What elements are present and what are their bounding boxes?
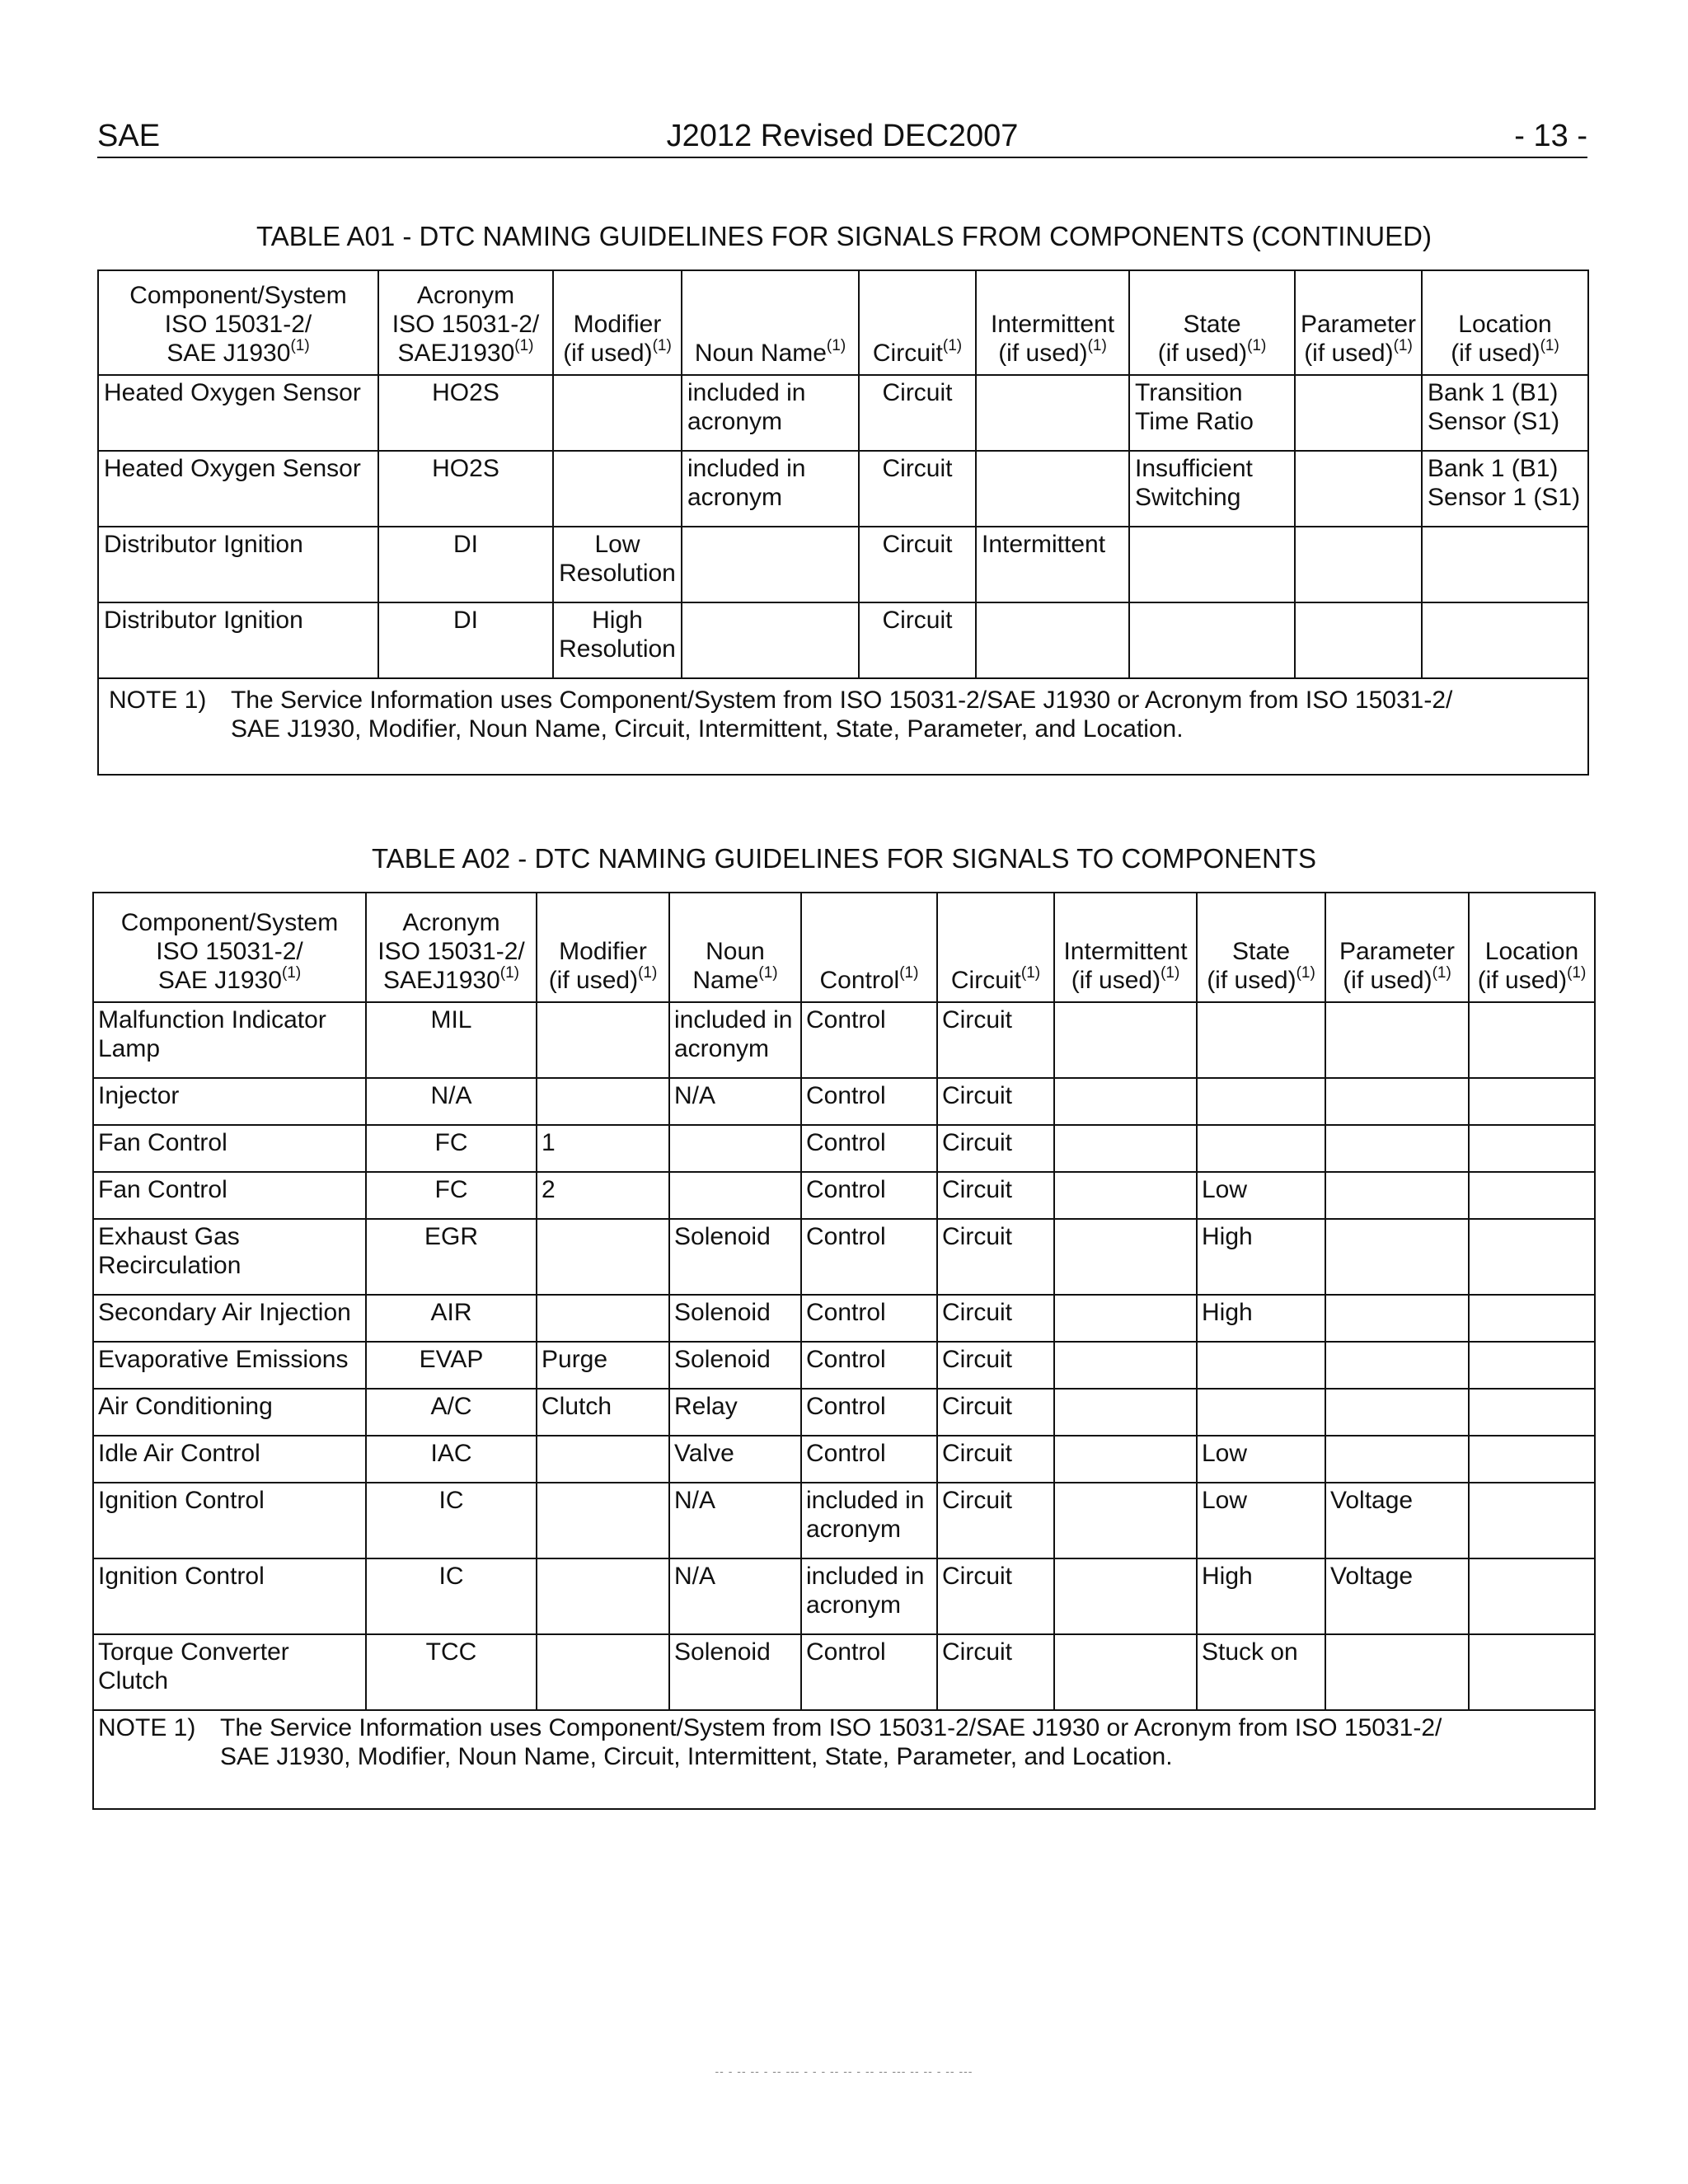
table-cell bbox=[682, 527, 859, 602]
header-text: Name bbox=[692, 967, 759, 994]
header-line bbox=[1201, 966, 1321, 995]
table-cell: Control bbox=[801, 1172, 937, 1219]
table-cell: Secondary Air Injection bbox=[93, 1295, 366, 1342]
table-cell: Solenoid bbox=[669, 1634, 801, 1710]
header-line: Parameter bbox=[1339, 938, 1456, 965]
table-cell bbox=[1325, 1342, 1469, 1389]
footnote-marker: (1) bbox=[1432, 964, 1451, 982]
table-cell bbox=[1197, 1125, 1325, 1172]
table-cell: Valve bbox=[669, 1436, 801, 1483]
footnote-marker: (1) bbox=[942, 337, 963, 354]
table-cell: included in acronym bbox=[669, 1002, 801, 1078]
note-wrap bbox=[98, 1713, 1590, 1771]
table-cell bbox=[537, 1219, 669, 1295]
table-cell bbox=[1295, 527, 1422, 602]
column-header bbox=[1422, 270, 1588, 375]
footnote-marker: (1) bbox=[1087, 337, 1107, 354]
table-cell bbox=[1422, 602, 1588, 678]
table-cell: Circuit bbox=[859, 602, 976, 678]
table-header-row bbox=[93, 893, 1595, 1002]
table-cell bbox=[1129, 602, 1295, 678]
table-cell: IC bbox=[366, 1483, 537, 1558]
note-text bbox=[231, 686, 1452, 743]
table-cell: Low bbox=[1197, 1436, 1325, 1483]
table-cell: Control bbox=[801, 1002, 937, 1078]
note-label: NOTE 1) bbox=[109, 687, 207, 714]
table-cell: FC bbox=[366, 1125, 537, 1172]
column-header bbox=[93, 893, 366, 1002]
header-line: ISO 15031-2/ bbox=[156, 938, 303, 965]
table-row bbox=[93, 1558, 1595, 1634]
table-cell bbox=[553, 375, 682, 451]
page-number: - 13 - bbox=[1514, 119, 1587, 153]
table-cell bbox=[1469, 1634, 1595, 1710]
column-header bbox=[976, 270, 1129, 375]
column-header bbox=[98, 270, 378, 375]
table-a01 bbox=[97, 269, 1589, 776]
table-cell: Circuit bbox=[937, 1634, 1054, 1710]
header-line: State bbox=[1231, 938, 1291, 965]
table-cell bbox=[1054, 1125, 1197, 1172]
column-header bbox=[366, 893, 537, 1002]
footnote-marker: (1) bbox=[1540, 337, 1559, 354]
table-cell: N/A bbox=[669, 1558, 801, 1634]
table-cell: High bbox=[1197, 1219, 1325, 1295]
table-cell bbox=[976, 602, 1129, 678]
header-text: SAE J1930 bbox=[157, 967, 282, 994]
table-cell: MIL bbox=[366, 1002, 537, 1078]
footnote-marker: (1) bbox=[499, 964, 519, 982]
table-row bbox=[93, 1436, 1595, 1483]
header-line: Modifier bbox=[559, 938, 647, 965]
header-line bbox=[863, 339, 972, 368]
note-wrap bbox=[109, 686, 1578, 743]
table-row bbox=[93, 1342, 1595, 1389]
note-line: The Service Information uses Component/System from ISO 15031-2/SAE J1930 or Acronym from ISO 15031-2/ bbox=[220, 1714, 1442, 1741]
table-cell bbox=[1197, 1342, 1325, 1389]
table-row bbox=[98, 527, 1588, 602]
column-header bbox=[1469, 893, 1595, 1002]
table-cell: Low Resolution bbox=[553, 527, 682, 602]
header-line: Component/System bbox=[120, 909, 339, 936]
table-cell bbox=[1469, 1342, 1595, 1389]
table-a02-title: TABLE A02 - DTC NAMING GUIDELINES FOR SIGNALS TO COMPONENTS bbox=[371, 843, 1317, 874]
header-text: (if used) bbox=[548, 967, 639, 994]
table-cell bbox=[1469, 1002, 1595, 1078]
table-row bbox=[93, 1002, 1595, 1078]
table-header-row bbox=[98, 270, 1588, 375]
table-cell: Control bbox=[801, 1436, 937, 1483]
header-text: Noun Name bbox=[694, 340, 827, 367]
table-cell bbox=[976, 451, 1129, 527]
scan-artifact: -- - -- -- - -- --- - - - -- -- - -- -- --- -- -- - -- --- bbox=[715, 2064, 973, 2078]
header-text: (if used) bbox=[1207, 967, 1296, 994]
table-cell bbox=[1054, 1002, 1197, 1078]
header-line bbox=[941, 966, 1050, 995]
table-cell: High Resolution bbox=[553, 602, 682, 678]
table-cell bbox=[553, 451, 682, 527]
table-cell: included in acronym bbox=[682, 451, 859, 527]
table-cell: Bank 1 (B1) Sensor 1 (S1) bbox=[1422, 451, 1588, 527]
table-note bbox=[93, 1710, 1595, 1809]
table-cell bbox=[537, 1295, 669, 1342]
table-cell: Ignition Control bbox=[93, 1558, 366, 1634]
table-cell: Control bbox=[801, 1389, 937, 1436]
table-cell: IC bbox=[366, 1558, 537, 1634]
header-line: Location bbox=[1458, 311, 1552, 338]
table-cell: Bank 1 (B1) Sensor (S1) bbox=[1422, 375, 1588, 451]
header-text: (if used) bbox=[1477, 967, 1568, 994]
table-cell bbox=[1054, 1483, 1197, 1558]
header-text: Circuit bbox=[872, 340, 943, 367]
note-text bbox=[220, 1713, 1442, 1771]
table-row bbox=[93, 1295, 1595, 1342]
header-line bbox=[382, 339, 549, 368]
table-cell: Solenoid bbox=[669, 1219, 801, 1295]
table-cell: Circuit bbox=[859, 527, 976, 602]
table-cell: Transition Time Ratio bbox=[1129, 375, 1295, 451]
table-cell: Control bbox=[801, 1342, 937, 1389]
table-cell bbox=[669, 1172, 801, 1219]
table-cell bbox=[682, 602, 859, 678]
table-cell: DI bbox=[378, 602, 553, 678]
footnote-marker: (1) bbox=[899, 964, 919, 982]
table-cell bbox=[1469, 1172, 1595, 1219]
table-cell bbox=[1054, 1342, 1197, 1389]
table-cell bbox=[669, 1125, 801, 1172]
note-label: NOTE 1) bbox=[98, 1714, 196, 1741]
header-line bbox=[686, 339, 855, 368]
table-cell: Low bbox=[1197, 1483, 1325, 1558]
table-cell: Ignition Control bbox=[93, 1483, 366, 1558]
table-cell: Insufficient Switching bbox=[1129, 451, 1295, 527]
table-cell bbox=[1197, 1078, 1325, 1125]
table-cell bbox=[1325, 1002, 1469, 1078]
table-cell: Distributor Ignition bbox=[98, 602, 378, 678]
table-cell bbox=[1054, 1295, 1197, 1342]
table-cell: Control bbox=[801, 1078, 937, 1125]
column-header bbox=[937, 893, 1054, 1002]
page-header bbox=[97, 115, 1587, 158]
table-cell: AIR bbox=[366, 1295, 537, 1342]
table-cell: included in acronym bbox=[682, 375, 859, 451]
table-cell: DI bbox=[378, 527, 553, 602]
table-cell bbox=[1325, 1172, 1469, 1219]
table-cell bbox=[537, 1078, 669, 1125]
table-cell: Purge bbox=[537, 1342, 669, 1389]
table-cell: Circuit bbox=[937, 1483, 1054, 1558]
table-cell: Voltage bbox=[1325, 1558, 1469, 1634]
table-row bbox=[93, 1078, 1595, 1125]
table-cell: 1 bbox=[537, 1125, 669, 1172]
table-cell: Heated Oxygen Sensor bbox=[98, 375, 378, 451]
note-row bbox=[93, 1710, 1595, 1809]
table-cell bbox=[976, 375, 1129, 451]
table-row bbox=[93, 1125, 1595, 1172]
table-cell bbox=[1469, 1558, 1595, 1634]
table-cell: Circuit bbox=[937, 1436, 1054, 1483]
header-line: Component/System bbox=[129, 282, 347, 309]
table-cell bbox=[1469, 1436, 1595, 1483]
table-cell: Circuit bbox=[859, 451, 976, 527]
table-cell: TCC bbox=[366, 1634, 537, 1710]
note-line: The Service Information uses Component/System from ISO 15031-2/SAE J1930 or Acronym from ISO 15031-2/ bbox=[231, 687, 1453, 714]
table-cell: Control bbox=[801, 1125, 937, 1172]
header-line: Acronym bbox=[402, 909, 500, 936]
table-cell bbox=[537, 1483, 669, 1558]
header-line: State bbox=[1183, 311, 1241, 338]
table-cell: Distributor Ignition bbox=[98, 527, 378, 602]
column-header bbox=[537, 893, 669, 1002]
footnote-marker: (1) bbox=[1020, 964, 1041, 982]
header-text: SAEJ1930 bbox=[397, 340, 515, 367]
table-cell: N/A bbox=[366, 1078, 537, 1125]
header-text: (if used) bbox=[1157, 340, 1248, 367]
header-text: (if used) bbox=[1343, 967, 1432, 994]
column-header bbox=[553, 270, 682, 375]
column-header bbox=[801, 893, 937, 1002]
table-cell bbox=[1325, 1634, 1469, 1710]
table-row bbox=[93, 1219, 1595, 1295]
table-cell: Circuit bbox=[937, 1558, 1054, 1634]
table-cell bbox=[1129, 527, 1295, 602]
header-line bbox=[557, 339, 678, 368]
table-cell: included in acronym bbox=[801, 1483, 937, 1558]
column-header bbox=[1197, 893, 1325, 1002]
table-cell bbox=[1295, 602, 1422, 678]
table-cell bbox=[1422, 527, 1588, 602]
table-cell: Circuit bbox=[937, 1219, 1054, 1295]
header-line bbox=[1299, 339, 1418, 368]
table-cell: Circuit bbox=[859, 375, 976, 451]
table-cell bbox=[1325, 1295, 1469, 1342]
table-cell: Fan Control bbox=[93, 1125, 366, 1172]
footnote-marker: (1) bbox=[1567, 964, 1587, 982]
footnote-marker: (1) bbox=[638, 964, 658, 982]
header-text: (if used) bbox=[1304, 340, 1394, 367]
table-row bbox=[98, 602, 1588, 678]
header-text: (if used) bbox=[998, 340, 1088, 367]
table-cell bbox=[1469, 1483, 1595, 1558]
header-line: Noun bbox=[706, 938, 765, 965]
table-cell: included in acronym bbox=[801, 1558, 937, 1634]
table-cell: Malfunction Indicator Lamp bbox=[93, 1002, 366, 1078]
table-cell: Relay bbox=[669, 1389, 801, 1436]
table-cell: Circuit bbox=[937, 1295, 1054, 1342]
table-cell bbox=[1054, 1389, 1197, 1436]
header-text: (if used) bbox=[1071, 967, 1161, 994]
table-cell bbox=[1054, 1558, 1197, 1634]
table-row bbox=[93, 1634, 1595, 1710]
table-cell: Control bbox=[801, 1295, 937, 1342]
table-cell: Circuit bbox=[937, 1078, 1054, 1125]
table-cell: Intermittent bbox=[976, 527, 1129, 602]
table-cell: HO2S bbox=[378, 451, 553, 527]
header-line bbox=[1058, 966, 1193, 995]
note-row bbox=[98, 678, 1588, 775]
table-note bbox=[98, 678, 1588, 775]
table-cell: High bbox=[1197, 1558, 1325, 1634]
table-cell: Solenoid bbox=[669, 1295, 801, 1342]
header-line bbox=[980, 339, 1125, 368]
table-cell: Fan Control bbox=[93, 1172, 366, 1219]
table-cell bbox=[1054, 1634, 1197, 1710]
table-cell: Clutch bbox=[537, 1389, 669, 1436]
table-row bbox=[93, 1483, 1595, 1558]
table-row bbox=[98, 375, 1588, 451]
table-cell bbox=[1469, 1295, 1595, 1342]
table-cell: Stuck on bbox=[1197, 1634, 1325, 1710]
table-cell: Voltage bbox=[1325, 1483, 1469, 1558]
table-cell: Circuit bbox=[937, 1002, 1054, 1078]
table-cell bbox=[1325, 1389, 1469, 1436]
footnote-marker: (1) bbox=[826, 337, 846, 354]
header-line bbox=[1426, 339, 1584, 368]
table-cell: Control bbox=[801, 1219, 937, 1295]
footnote-marker: (1) bbox=[281, 964, 302, 982]
header-text: (if used) bbox=[1451, 340, 1540, 367]
table-cell bbox=[1469, 1078, 1595, 1125]
note-line: SAE J1930, Modifier, Noun Name, Circuit, Intermittent, State, Parameter, and Location. bbox=[220, 1743, 1173, 1770]
table-row bbox=[93, 1389, 1595, 1436]
footnote-marker: (1) bbox=[1160, 964, 1180, 982]
header-text: (if used) bbox=[563, 340, 653, 367]
publisher-label: SAE bbox=[97, 119, 161, 153]
footnote-marker: (1) bbox=[1393, 337, 1413, 354]
table-cell bbox=[1197, 1389, 1325, 1436]
table-cell: Low bbox=[1197, 1172, 1325, 1219]
column-header bbox=[378, 270, 553, 375]
footnote-marker: (1) bbox=[514, 337, 534, 354]
header-line bbox=[97, 966, 362, 995]
column-header bbox=[682, 270, 859, 375]
table-cell: Torque Converter Clutch bbox=[93, 1634, 366, 1710]
column-header bbox=[859, 270, 976, 375]
header-line bbox=[1329, 966, 1465, 995]
table-cell: N/A bbox=[669, 1483, 801, 1558]
table-cell: EGR bbox=[366, 1219, 537, 1295]
table-cell bbox=[537, 1002, 669, 1078]
table-cell: FC bbox=[366, 1172, 537, 1219]
header-line bbox=[1473, 966, 1591, 995]
table-cell: Exhaust Gas Recirculation bbox=[93, 1219, 366, 1295]
table-cell: Injector bbox=[93, 1078, 366, 1125]
column-header bbox=[1054, 893, 1197, 1002]
table-cell bbox=[537, 1558, 669, 1634]
header-line: Parameter bbox=[1300, 311, 1417, 338]
table-cell bbox=[1054, 1078, 1197, 1125]
table-cell: EVAP bbox=[366, 1342, 537, 1389]
table-row bbox=[93, 1172, 1595, 1219]
footnote-marker: (1) bbox=[652, 337, 672, 354]
table-cell bbox=[1197, 1002, 1325, 1078]
table-row bbox=[98, 451, 1588, 527]
header-line: Location bbox=[1484, 938, 1579, 965]
table-cell: Heated Oxygen Sensor bbox=[98, 451, 378, 527]
table-cell: High bbox=[1197, 1295, 1325, 1342]
table-cell bbox=[1469, 1219, 1595, 1295]
table-a01-title: TABLE A01 - DTC NAMING GUIDELINES FOR SIGNALS FROM COMPONENTS (CONTINUED) bbox=[256, 221, 1432, 251]
header-line bbox=[370, 966, 532, 995]
footnote-marker: (1) bbox=[758, 964, 778, 982]
table-cell bbox=[1054, 1172, 1197, 1219]
header-line: ISO 15031-2/ bbox=[164, 311, 312, 338]
header-line: Intermittent bbox=[1063, 938, 1188, 965]
table-cell: IAC bbox=[366, 1436, 537, 1483]
header-line bbox=[1133, 339, 1291, 368]
document-id: J2012 Revised DEC2007 bbox=[666, 119, 1019, 153]
table-a02 bbox=[92, 892, 1596, 1810]
table-cell: Solenoid bbox=[669, 1342, 801, 1389]
header-line: ISO 15031-2/ bbox=[392, 311, 540, 338]
table-cell: A/C bbox=[366, 1389, 537, 1436]
header-line bbox=[805, 966, 933, 995]
table-cell bbox=[1295, 451, 1422, 527]
table-cell bbox=[1325, 1436, 1469, 1483]
table-cell bbox=[537, 1634, 669, 1710]
table-cell bbox=[1054, 1436, 1197, 1483]
note-line: SAE J1930, Modifier, Noun Name, Circuit, Intermittent, State, Parameter, and Location. bbox=[231, 715, 1184, 743]
column-header bbox=[1129, 270, 1295, 375]
column-header bbox=[1295, 270, 1422, 375]
header-line: ISO 15031-2/ bbox=[377, 938, 525, 965]
table-cell: N/A bbox=[669, 1078, 801, 1125]
header-text: Circuit bbox=[950, 967, 1021, 994]
table-cell bbox=[1325, 1078, 1469, 1125]
table-cell bbox=[1295, 375, 1422, 451]
table-cell: Control bbox=[801, 1634, 937, 1710]
table-cell: Idle Air Control bbox=[93, 1436, 366, 1483]
header-line: Intermittent bbox=[990, 311, 1115, 338]
table-cell bbox=[1054, 1219, 1197, 1295]
table-cell: Evaporative Emissions bbox=[93, 1342, 366, 1389]
table-cell bbox=[1469, 1389, 1595, 1436]
table-cell: Circuit bbox=[937, 1389, 1054, 1436]
header-line bbox=[673, 966, 797, 995]
table-cell: Air Conditioning bbox=[93, 1389, 366, 1436]
table-cell: Circuit bbox=[937, 1125, 1054, 1172]
column-header bbox=[1325, 893, 1469, 1002]
header-line bbox=[541, 966, 665, 995]
table-cell bbox=[537, 1436, 669, 1483]
table-cell: HO2S bbox=[378, 375, 553, 451]
header-text: SAEJ1930 bbox=[382, 967, 500, 994]
header-line: Acronym bbox=[416, 282, 515, 309]
header-line bbox=[102, 339, 374, 368]
table-cell: Circuit bbox=[937, 1172, 1054, 1219]
table-cell bbox=[1325, 1125, 1469, 1172]
header-line: Modifier bbox=[573, 311, 662, 338]
footnote-marker: (1) bbox=[290, 337, 310, 354]
header-text: SAE J1930 bbox=[166, 340, 291, 367]
table-cell bbox=[1469, 1125, 1595, 1172]
footnote-marker: (1) bbox=[1247, 337, 1267, 354]
column-header bbox=[669, 893, 801, 1002]
table-cell: 2 bbox=[537, 1172, 669, 1219]
table-cell: Circuit bbox=[937, 1342, 1054, 1389]
footnote-marker: (1) bbox=[1296, 964, 1315, 982]
table-cell bbox=[1325, 1219, 1469, 1295]
header-text: Control bbox=[819, 967, 900, 994]
